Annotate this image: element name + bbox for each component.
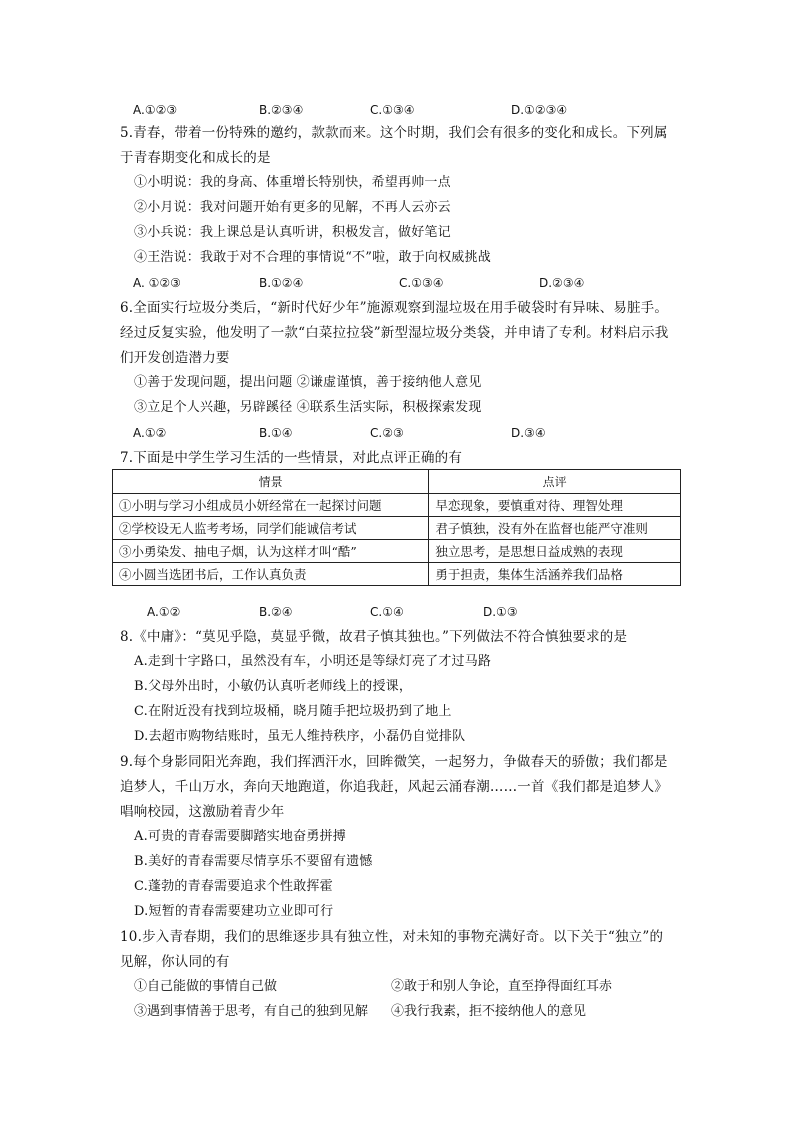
q5-option-d: D.②③④ <box>539 276 585 290</box>
table-row <box>113 494 681 517</box>
q7-options <box>0 602 760 622</box>
table-header-comment: 点评 <box>429 470 681 494</box>
q4-option-d: D.①②③④ <box>511 103 568 117</box>
q5-item-1: ①小明说：我的身高、体重增长特别快，希望再帅一点 <box>134 175 451 190</box>
table-cell-scene: ④小圆当选团书后，工作认真负责 <box>113 563 429 586</box>
table-row <box>113 563 681 586</box>
q5-item-2: ②小月说：我对问题开始有更多的见解，不再人云亦云 <box>134 200 451 215</box>
q8-option-d: D.去超市购物结账时，虽无人维持秩序，小磊仍自觉排队 <box>134 729 466 744</box>
q4-option-a: A.①②③ <box>133 103 178 117</box>
q5-item-3: ③小兵说：我上课总是认真听讲，积极发言，做好笔记 <box>134 225 451 240</box>
table-cell-comment: 早恋现象，要慎重对待、理智处理 <box>429 494 681 517</box>
q9-option-b: B.美好的青春需要尽情享乐不要留有遗憾 <box>134 854 373 869</box>
table-cell-comment: 勇于担责，集体生活涵养我们品格 <box>429 563 681 586</box>
q10-item-2: ②敢于和别人争论，直至挣得面红耳赤 <box>391 979 613 994</box>
q6-item-2: ③立足个人兴趣，另辟蹊径 ④联系生活实际，积极探索发现 <box>134 400 482 415</box>
q7-table <box>112 469 681 586</box>
q6-item-1: ①善于发现问题，提出问题 ②谦虚谨慎，善于接纳他人意见 <box>134 375 482 390</box>
q5-item-4: ④王浩说：我敢于对不合理的事情说“不”啦，敢于向权威挑战 <box>134 250 491 265</box>
q7-option-c: C.①④ <box>370 605 404 619</box>
table-cell-scene: ①小明与学习小组成员小妍经常在一起探讨问题 <box>113 494 429 517</box>
q7-stem: 7.下面是中学生学习生活的一些情景，对此点评正确的有 <box>120 450 463 466</box>
table-row <box>113 517 681 540</box>
q6-option-a: A.①② <box>133 426 167 440</box>
table-row <box>113 540 681 563</box>
q6-stem-line1: 6.全面实行垃圾分类后，“新时代好少年”施源观察到湿垃圾在用手破袋时有异味、易脏手。 <box>120 300 669 316</box>
q10-stem-line2: 见解，你认同的有 <box>120 954 230 970</box>
q9-option-c: C.蓬勃的青春需要追求个性敢挥霍 <box>134 879 333 894</box>
q10-stem-line1: 10.步入青春期，我们的思维逐步具有独立性，对未知的事物充满好奇。以下关于“独立”的 <box>120 929 664 945</box>
q9-option-a: A.可贵的青春需要脚踏实地奋勇拼搏 <box>134 829 346 844</box>
q6-option-b: B.①④ <box>259 426 293 440</box>
q7-option-b: B.②④ <box>259 605 293 619</box>
q7-option-d: D.①③ <box>483 605 518 619</box>
table-cell-scene: ②学校设无人监考考场，同学们能诚信考试 <box>113 517 429 540</box>
q8-stem: 8.《中庸》：“莫见乎隐，莫显乎微，故君子慎其独也。”下列做法不符合慎独要求的是 <box>120 629 628 645</box>
q5-option-c: C.①③④ <box>399 276 444 290</box>
q6-options <box>0 423 760 443</box>
q8-option-a: A.走到十字路口，虽然没有车，小明还是等绿灯亮了才过马路 <box>134 654 492 669</box>
table-cell-scene: ③小勇染发、抽电子烟，认为这样才叫“酷” <box>113 540 429 563</box>
q9-stem-line2: 追梦人，千山万水，奔向天地跑道，你追我赶，风起云涌春潮……一首《我们都是追梦人》 <box>120 779 668 795</box>
q9-stem-line3: 唱响校园，这激励着青少年 <box>120 804 285 820</box>
table-cell-comment: 独立思考，是思想日益成熟的表现 <box>429 540 681 563</box>
q10-item-1: ①自己能做的事情自己做 <box>134 979 278 994</box>
q8-option-c: C.在附近没有找到垃圾桶，晓月随手把垃圾扔到了地上 <box>134 704 452 719</box>
q6-stem-line2: 经过反复实验，他发明了一款“白菜拉拉袋”新型湿垃圾分类袋，并申请了专利。材料启示我 <box>120 325 669 341</box>
q10-item-4: ④我行我素，拒不接纳他人的意见 <box>391 1004 587 1019</box>
q5-option-a: A. ①②③ <box>133 276 181 290</box>
q4-option-c: C.①③④ <box>370 103 415 117</box>
q5-stem-line2: 于青春期变化和成长的是 <box>120 150 271 166</box>
table-header-row <box>113 470 681 494</box>
table-cell-comment: 君子慎独，没有外在监督也能严守准则 <box>429 517 681 540</box>
q9-option-d: D.短暂的青春需要建功立业即可行 <box>134 904 334 919</box>
q6-option-c: C.②③ <box>370 426 404 440</box>
q5-options <box>0 273 760 293</box>
q8-option-b: B.父母外出时，小敏仍认真听老师线上的授课， <box>134 679 413 694</box>
table-header-scene: 情景 <box>113 470 429 494</box>
q6-stem-line3: 们开发创造潜力要 <box>120 350 230 366</box>
q7-option-a: A.①② <box>147 605 181 619</box>
q9-stem-line1: 9.每个身影同阳光奔跑，我们挥洒汗水，回眸微笑，一起努力，争做春天的骄傲；我们都是 <box>120 754 668 770</box>
q4-options <box>0 100 760 120</box>
q10-item-3: ③遇到事情善于思考，有自己的独到见解 <box>134 1004 369 1019</box>
q5-stem-line1: 5.青春，带着一份特殊的邀约，款款而来。这个时期，我们会有很多的变化和成长。下列属 <box>120 125 668 141</box>
q5-option-b: B.①②④ <box>259 276 304 290</box>
q4-option-b: B.②③④ <box>259 103 304 117</box>
q6-option-d: D.③④ <box>511 426 546 440</box>
